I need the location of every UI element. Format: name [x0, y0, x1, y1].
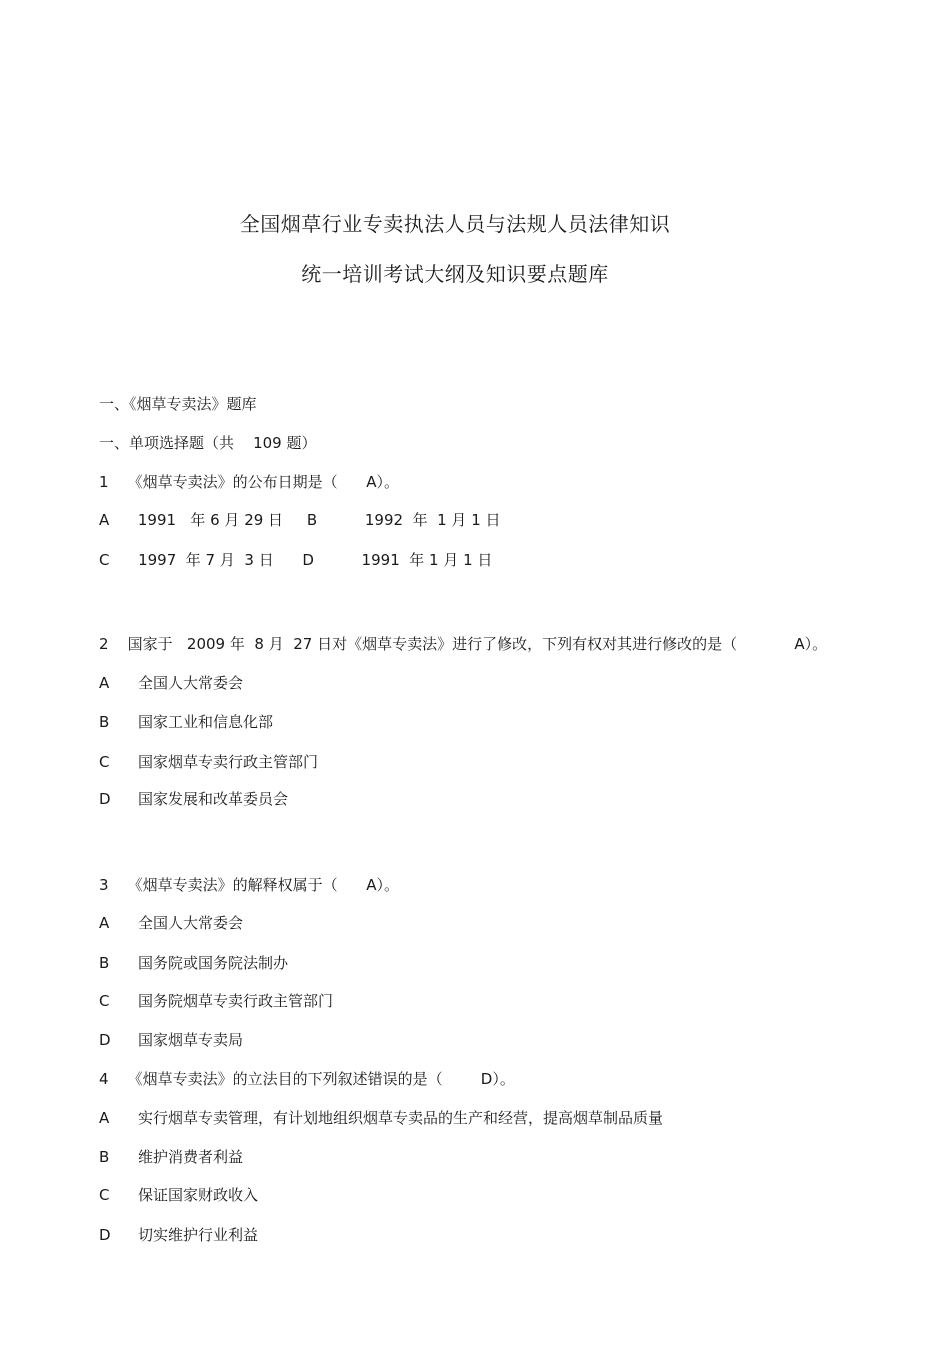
option-text: 保证国家财政收入: [138, 1186, 259, 1204]
option-text: 国家烟草专卖行政主管部门: [138, 753, 319, 771]
question-2-stem: 2 国家于 2009 年 8 月 27 日对《烟草专卖法》进行了修改，下列有权对其进行修改的是（ A）。: [99, 635, 828, 653]
option-letter: A: [99, 1109, 110, 1127]
option-text: 国家烟草专卖局: [138, 1031, 244, 1049]
option-text: 实行烟草专卖管理，有计划地组织烟草专卖品的生产和经营，提高烟草制品质量: [138, 1109, 664, 1127]
question-4-stem: 4 《烟草专卖法》的立法目的下列叙述错误的是（ D）。: [99, 1070, 515, 1088]
question-1-options-cd: C 1997 年 7 月 3 日 D 1991 年 1 月 1 日: [99, 551, 493, 569]
option-text: 国家发展和改革委员会: [138, 790, 289, 808]
option-text: 维护消费者利益: [138, 1148, 244, 1166]
question-1-stem: 1 《烟草专卖法》的公布日期是（ A）。: [99, 473, 399, 491]
option-letter: C: [99, 1186, 110, 1204]
option-text: 全国人大常委会: [138, 674, 244, 692]
option-text: 国家工业和信息化部: [138, 713, 274, 731]
document-title-line-2: 统一培训考试大纲及知识要点题库: [301, 262, 609, 286]
document-title-line-1: 全国烟草行业专卖执法人员与法规人员法律知识: [239, 212, 671, 236]
option-letter: B: [99, 954, 110, 972]
question-3-stem: 3 《烟草专卖法》的解释权属于（ A）。: [99, 876, 399, 894]
question-1-options-ab: A 1991 年 6 月 29 日 B 1992 年 1 月 1 日: [99, 511, 501, 529]
section-heading: 一、《烟草专卖法》题库: [99, 395, 257, 413]
option-letter: A: [99, 674, 110, 692]
option-letter: C: [99, 992, 110, 1010]
option-letter: D: [99, 1031, 111, 1049]
subsection-heading: 一、单项选择题（共 109 题）: [99, 434, 317, 452]
option-letter: B: [99, 713, 110, 731]
option-text: 国务院或国务院法制办: [138, 954, 289, 972]
option-letter: D: [99, 790, 111, 808]
option-text: 切实维护行业利益: [138, 1226, 259, 1244]
option-text: 国务院烟草专卖行政主管部门: [138, 992, 334, 1010]
option-text: 全国人大常委会: [138, 914, 244, 932]
option-letter: D: [99, 1226, 111, 1244]
option-letter: A: [99, 914, 110, 932]
option-letter: B: [99, 1148, 110, 1166]
option-letter: C: [99, 753, 110, 771]
